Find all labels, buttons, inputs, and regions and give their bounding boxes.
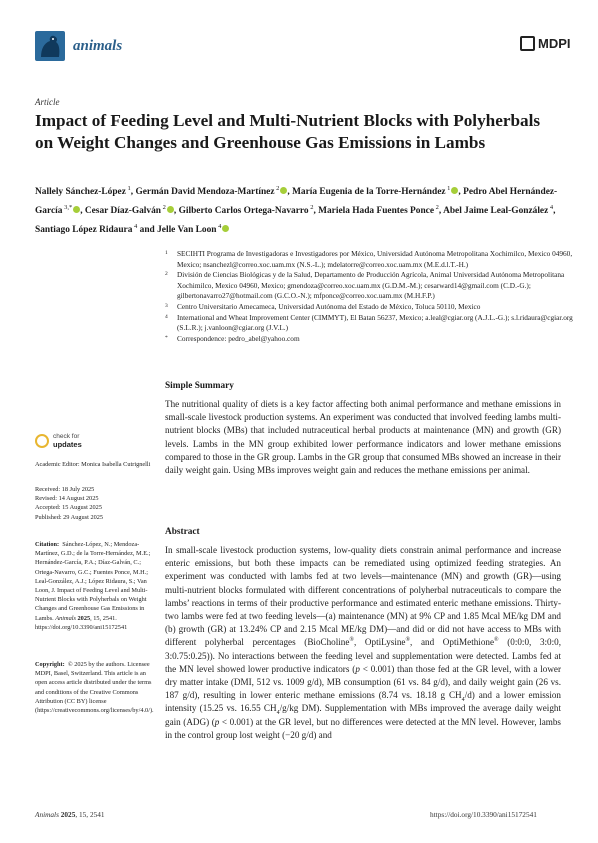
copyright-text: © 2025 by the authors. Licensee MDPI, Basel, Switzerland. This article is an open access article distributed under the terms and conditions of the Creative Commons Attribution (CC BY) license (https://creativecommons.org/licenses/by/4.0/). [35,661,154,715]
affiliation-mark: 1 [165,250,168,256]
footer-citation: Animals 2025, 15, 2541 [35,810,105,819]
received-date: Received: 18 July 2025 [35,486,95,493]
affiliation-text: International and Wheat Improvement Center (CIMMYT), El Batan 56237, Mexico; a.leal@cgiar.org (A.J.L.-G.); s.l.ridaura@cgiar.org (S.L.R.); j.vanloon@cgiar.org (J.V.L.) [177,312,573,333]
affiliation-item [165,313,575,334]
affiliation-item [165,334,575,345]
orcid-icon[interactable] [222,225,229,232]
affiliation-text: Centro Universitario Amecameca, Universidad Autónoma del Estado de México, Toluca 50110, Mexico [177,301,481,311]
check-updates-line1: check for [53,433,80,440]
orcid-icon[interactable] [451,187,458,194]
check-updates-line2: updates [53,440,82,449]
article-title: Impact of Feeding Level and Multi-Nutrient Blocks with Polyherbals on Weight Changes and Greenhouse Gas Emissions in Lambs [35,111,541,152]
copyright-block [35,660,153,715]
author-name: Nallely Sánchez-López [35,187,126,198]
dates-block [35,485,153,522]
abstract-text: In small-scale livestock production systems, low-quality diets constrain animal performance and increase enteric emissions, but both these impacts can be remediated using optimized feeding strategies. An experiment was conducted with lambs fed at two levels—maintenance (MN) and growth (GR)—using multi-nutrient blocks formulated with different concentrations of polyherbal nutraceuticals to compare the lambs’ reactions in terms of their productive performance and estimated enteric methane emissions. Thirty-two lambs were fed at two feeding levels—(a) maintenance (MN) at 9% CP and 1.85 Mcal ME/kg DM and (b) growth (GR) at 13.24% CP and 2.15 Mcal ME/kg DM)—and did or did not have access to MBs with different polyherbal percentages (BioCholine®, OptiLysine®, and OptiMethione® (0:0:0, 3:0:0, 3:0.75:0.25)). No interactions between the feeding level and supplementation were detected. Lambs fed at the MN level showed lower productive indicators (p < 0.001) than those fed at the GR level, with a lower dry matter intake (DMI, 512 vs. 1009 g/d), MB consumption (61 vs. 84 g/d), and daily weight gain (26 vs. 187 g/d), resulting in lower enteric methane emissions (8.74 vs. 18.18 g $CH_4/d$) and a lower emission intensity (15.25 vs. 16.55 $CH_4/g/kg$ DM). Supplementation with MBs improved the average daily weight gain (ADG) (p < 0.001) at the GR level, but no differences were detected at the MN level. However, lambs in the control group lost weight (−20 g/d) and [165,545,562,740]
journal-name: animals [73,38,123,54]
author-list: Nallely Sánchez-López $^1$, Germán David Mendoza-Martínez $^2$ , María Eugenia de la Torre-Hernández $^1$ , Pedro Abel Hernández-García $^{3,*}$ , Cesar Díaz-Galván $^2$ , Gilberto Carlos Ortega-Navarro $^2$, Mariela Hada Fuentes Ponce $^2$, Abel Jaime Leal-González $^4$, Santiago López Ridaura $^4$ and Jelle Van Loon $^4$ [35,185,558,236]
author-name: Cesar Díaz-Galván [84,206,161,217]
simple-summary-heading: Simple Summary [165,381,234,391]
orcid-icon[interactable] [73,206,80,213]
affiliation-mark: 4 [165,313,168,320]
author-affiliation-mark: 3,* [62,204,73,212]
article-type: Article [35,97,60,107]
author-name: Gilberto Carlos Ortega-Navarro [178,206,309,217]
citation-block [35,540,153,632]
affiliation-text: División de Ciencias Biológicas y de la Salud, Departamento de Producción Agrícola, Animal Universidad Autónoma Metropolitana Xochimilco, Mexico 04960, Mexico; gmendoza@correo.xoc.uam.mx (G.D.M.-M.); cesarward14@gmail.com (C.D.-G.); gilbertonavarro27@hotmail.com (G.C.O.-N.); mfponce@correo.xoc.uam.mx (M.H.F.P.) [177,270,565,301]
accepted-date: Accepted: 15 August 2025 [35,504,102,512]
citation-label: Citation: [35,541,60,548]
affiliation-item [165,249,575,270]
citation-doi[interactable]: , 15, 2541. https://doi.org/10.3390/ani15172541 [35,614,128,631]
mdpi-mark-icon [520,36,535,51]
affiliation-text: Correspondence: pedro_abel@yahoo.com [177,333,300,343]
author-name: Germán David Mendoza-Martínez [135,187,275,198]
animal-silhouette-icon [35,31,65,61]
author-name: Mariela Hada Fuentes Ponce [318,206,435,217]
publisher-name: MDPI [538,36,571,51]
affiliations [165,249,575,344]
published-date: Published: 29 August 2025 [35,513,104,521]
author-name: Santiago López Ridaura [35,225,133,236]
author-name: María Eugenia de la Torre-Hernández [292,187,446,198]
author-affiliation-mark: 2 [274,185,280,192]
orcid-icon[interactable] [280,187,287,194]
author-affiliation-mark: 4 [132,223,138,231]
citation-journal: Animals [55,614,76,622]
author-name: Abel Jaime Leal-González [443,206,549,217]
author-name: Pedro Abel Hernández-García [35,187,558,217]
affiliation-mark: 3 [165,302,168,309]
revised-date: Revised: 14 August 2025 [35,495,99,503]
affiliation-mark: * [165,334,168,341]
check-for-updates-badge[interactable] [35,433,82,449]
author-affiliation-mark: 2 [161,204,166,212]
academic-editor-name: Monica Isabella Cutrignelli [81,461,151,468]
publisher-logo [520,36,571,51]
author-name: Jelle Van Loon [157,225,217,236]
citation-year: 2025 [77,614,91,622]
check-updates-icon [35,434,49,448]
citation-text: Sánchez-López, N.; Mendoza-Martínez, G.D.; de la Torre-Hernández, M.E.; Hernández-García, P.A.; Díaz-Galván, C.; Ortega-Navarro, G.C.; Fuentes Ponce, M.H.; Leal-González, A.J.; López Ridaura, S.; Van Loon, J. Impact of Feeding Level and Multi-Nutrient Blocks with Polyherbals on Weight Changes and Greenhouse Gas Emissions in Lambs. [35,541,151,622]
affiliation-text: SECIHTI Programa de Investigadoras e Investigadores por México, Universidad Autónoma Metropolitana Xochimilco, Mexico 04960, Mexico; nsanchezl@correo.xoc.uam.mx (N.S.-L.); mdelatorre@correo.xoc.uam.mx (M.E.d.l.T.-H.) [177,249,573,269]
abstract-heading: Abstract [165,527,200,537]
academic-editor: Academic Editor: Monica Isabella Cutrignelli [35,461,151,468]
affiliation-item [165,270,575,302]
author-affiliation-mark: 1 [445,185,451,192]
affiliation-item [165,302,575,313]
orcid-icon[interactable] [167,206,174,213]
affiliation-mark: 2 [165,271,168,278]
author-affiliation-mark: 4 [548,204,554,212]
author-affiliation-mark: 2 [434,204,439,212]
simple-summary-text: The nutritional quality of diets is a key factor affecting both animal performance and methane emissions in small-scale livestock production systems. An experiment was conducted that involved feeding lambs multi-nutrient blocks (MBs) that included nutraceutical herbal products at maintenance (MN) and growth (GR) levels. Lambs in the MN group exhibited lower performance indicators and lower methane emissions compared to those in the GR group. Lambs in the GR group that consumed MBs showed an increase in their daily weight gain. Using MBs improves weight gain and reduces the methane emissions per animal. [165,399,561,476]
journal-logo [35,31,65,61]
copyright-label: Copyright: [35,661,65,668]
author-affiliation-mark: 1 [125,185,131,192]
author-affiliation-mark: 2 [308,204,314,212]
author-affiliation-mark: 4 [216,223,222,231]
footer-doi-link[interactable]: https://doi.org/10.3390/ani15172541 [430,810,537,819]
